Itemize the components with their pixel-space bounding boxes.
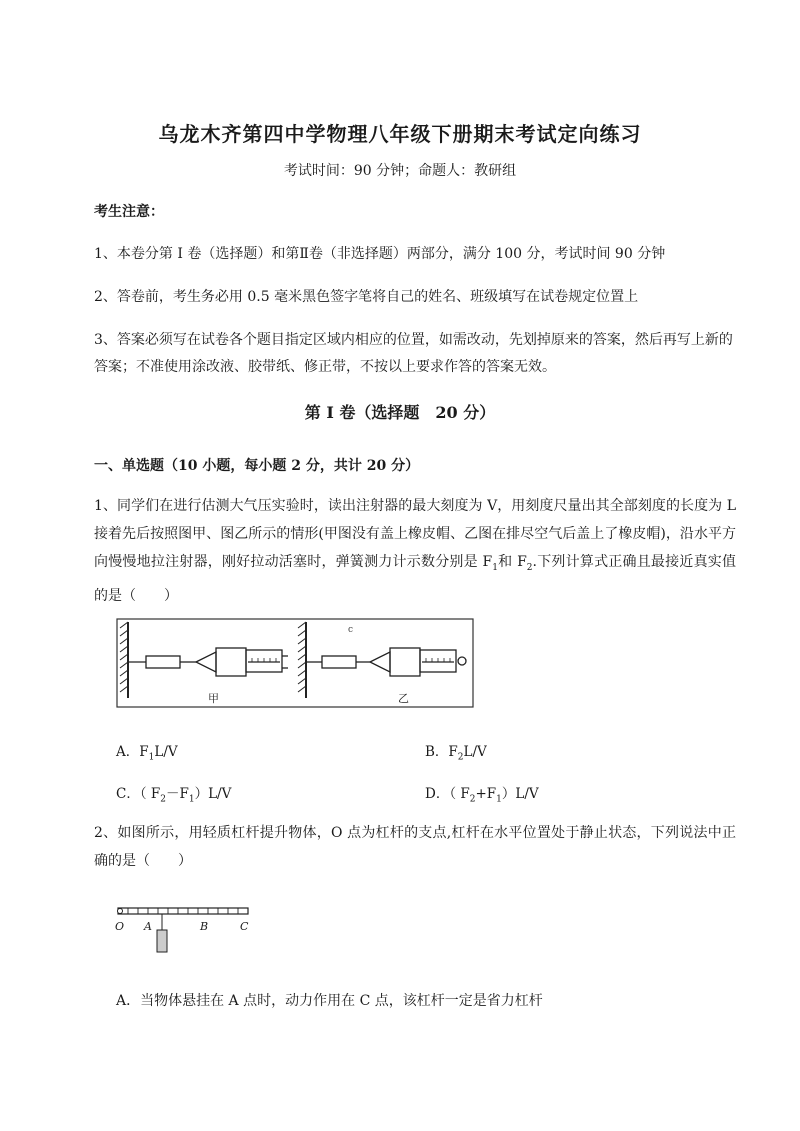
question-1-text-after: .下列计算式正确且最接近真实值的是（ ）	[94, 554, 737, 604]
part-heading: 一、单选题（10 小题，每小题 2 分，共计 20 分）	[94, 458, 420, 474]
hanging-weight	[157, 930, 167, 952]
subscript: 1	[492, 562, 498, 573]
subscript: 1	[496, 794, 502, 805]
option-text: A．F	[116, 744, 149, 760]
lever-figure	[110, 900, 260, 960]
question-1	[94, 492, 736, 610]
svg-text:c: c	[348, 625, 354, 635]
exam-subtitle: 考试时间：90 分钟；命题人：教研组	[283, 163, 517, 179]
syringe-apparatus-jia	[128, 648, 288, 676]
notice-item-2: 2、答卷前，考生务必用 0.5 毫米黑色签字笔将自己的姓名、班级填写在试卷规定位置上	[94, 289, 639, 305]
option-text: C．（ F	[116, 786, 161, 802]
q1-option-c[interactable]	[116, 782, 231, 805]
q2-option-a[interactable]: A．当物体悬挂在 A 点时，动力作用在 C 点，该杠杆一定是省力杠杆	[116, 993, 543, 1009]
q1-option-b[interactable]	[425, 740, 487, 763]
q1-option-a[interactable]	[116, 740, 178, 763]
question-1-text-before: 1、同学们在进行估测大气压实验时，读出注射器的最大刻度为 V，用刻度尺量出其全部刻度的长度为 L 接着先后按照图甲、图乙所示的情形(甲图没有盖上橡皮帽、乙图在排尽空气后盖上了橡皮帽)，沿水平方向慢慢地拉注射器，刚好拉动活塞时，弹簧测力计示数分别是 F	[94, 498, 736, 570]
option-text: －F	[165, 786, 189, 802]
option-text: ）L/V	[194, 786, 232, 802]
point-label-b: B	[200, 920, 209, 933]
page-title: 乌龙木齐第四中学物理八年级下册期末考试定向练习	[158, 122, 642, 146]
option-text: L/V	[463, 744, 487, 760]
option-text: L/V	[154, 744, 178, 760]
q1-option-d[interactable]	[425, 782, 539, 805]
section-title: 第 I 卷（选择题 20 分）	[304, 403, 496, 422]
syringe-apparatus-yi	[306, 648, 466, 676]
syringe-figure	[116, 618, 476, 710]
notice-item-3: 3、答案必须写在试卷各个题目指定区域内相应的位置，如需改动，先划掉原来的答案，然后再写上新的答案；不准使用涂改液、胶带纸、修正带，不按以上要求作答的答案无效。	[94, 332, 733, 375]
point-label-o: O	[115, 920, 125, 933]
question-1-text-mid: 和 F	[497, 554, 527, 570]
figure-label-yi: 乙	[398, 692, 409, 705]
subscript: 2	[457, 752, 464, 763]
option-text: ）L/V	[501, 786, 539, 802]
subscript: 2	[469, 794, 476, 805]
option-text: +F	[475, 786, 497, 802]
option-text: B．F	[425, 744, 458, 760]
point-label-c: C	[240, 920, 249, 933]
figure-label-jia: 甲	[208, 692, 219, 705]
subscript: 1	[148, 752, 155, 763]
notice-item-1: 1、本卷分第 I 卷（选择题）和第Ⅱ卷（非选择题）两部分，满分 100 分，考试时间 90 分钟	[94, 246, 666, 262]
notice-heading: 考生注意：	[94, 204, 164, 220]
subscript: 2	[160, 794, 166, 805]
option-text: D．（ F	[425, 786, 470, 802]
subscript: 1	[188, 794, 195, 805]
question-2: 2、如图所示，用轻质杠杆提升物体，O 点为杠杆的支点,杠杆在水平位置处于静止状态，下列说法中正确的是（ ）	[94, 825, 736, 869]
subscript: 2	[526, 562, 533, 573]
point-label-a: A	[144, 920, 152, 933]
